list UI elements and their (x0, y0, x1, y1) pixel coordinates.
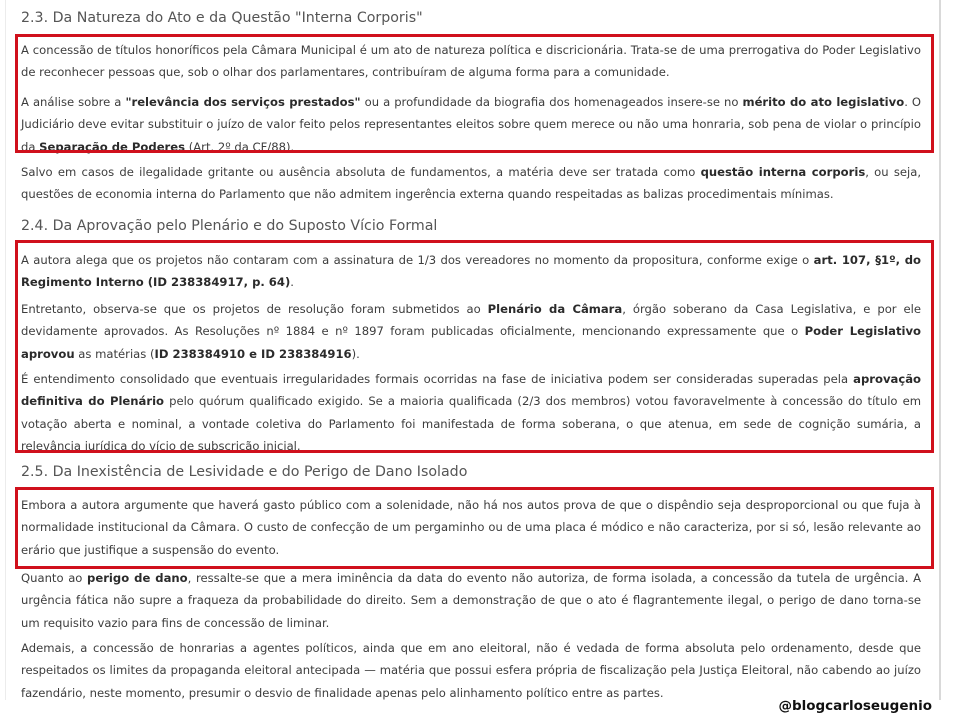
paragraph (21, 567, 921, 634)
text-run: , ou seja, questões de economia interna do Parlamento que não admitem ingerência externa quando respeitadas as balizas procedimentais mínimas. (21, 165, 922, 202)
section-heading-2-5: 2.5. Da Inexistência de Lesividade e do Perigo de Dano Isolado (21, 464, 468, 480)
text-run: as matérias ( (74, 346, 155, 361)
text-run: A análise sobre a (21, 95, 126, 109)
bold-text: art. 107, §1º, do Regimento Interno (ID 238384917, p. 64) (21, 253, 921, 290)
bold-text: aprovação definitiva do Plenário (21, 372, 921, 409)
bold-text: mérito do ato legislativo (742, 95, 905, 109)
watermark-handle: @blogcarloseugenio (772, 697, 938, 715)
text-run: Entretanto, observa-se que os projetos de resolução foram submetidos ao (21, 302, 488, 316)
section-heading-2-4: 2.4. Da Aprovação pelo Plenário e do Suposto Vício Formal (21, 218, 438, 234)
bold-text: Plenário da Câmara (487, 302, 623, 316)
highlight-box (15, 487, 934, 569)
bold-text: perigo de dano (87, 571, 188, 585)
text-run: . O Judiciário deve evitar substituir o juízo de valor feito pelos representantes eleitos sobre quem merece ou não uma honraria, sob pena de violar o princípio da (21, 95, 922, 154)
highlight-box (15, 34, 934, 153)
section-heading-2-3: 2.3. Da Natureza do Ato e da Questão "Interna Corporis" (21, 10, 423, 26)
text-run: Salvo em casos de ilegalidade gritante ou ausência absoluta de fundamentos, a matéria deve ser tratada como (21, 165, 701, 179)
text-run: Ademais, a concessão de honrarias a agentes políticos, ainda que em ano eleitoral, não é vedada de forma absoluta pelo ordenamento, desde que respeitados os limites da propaganda eleitoral antecipada — matéria que possui esfera própria de fiscalização pela Justiça Eleitoral, não cabendo ao juízo fazendário, neste momento, presumir o desvio de finalidade apenas pelo alinhamento político entre as partes. (21, 641, 921, 700)
bold-text: questão interna corporis (700, 165, 866, 179)
text-run: ou a profundidade da biografia dos homenageados insere-se no (360, 95, 743, 109)
text-run: , ressalte-se que a mera iminência da data do evento não autoriza, de forma isolada, a concessão da tutela de urgência. A urgência fática não supre a fraqueza da probabilidade do direito. Sem a demonstração de que o ato é flagrantemente ilegal, o perigo de dano torna-se um requisito vazio para fins de concessão de liminar. (21, 571, 922, 630)
text-run: , órgão soberano da Casa Legislativa, e por ele devidamente aprovados. As Resoluções nº 1884 e nº 1897 foram publicadas oficialmente, mencionando expressamente que o (21, 302, 921, 339)
paragraph (21, 637, 921, 704)
paragraph (21, 161, 921, 206)
bold-text: Poder Legislativo aprovou (21, 324, 921, 361)
page-right-edge (939, 0, 941, 700)
text-run: (Art. 2º da CF/88). (185, 139, 295, 154)
text-run: Embora a autora argumente que haverá gasto público com a solenidade, não há nos autos prova de que o dispêndio seja desproporcional ou que fuja à normalidade institucional da Câmara. O custo de confecção de um pergaminho ou de uma placa é módico e não caracteriza, por si só, lesão relevante ao erário que justifique a suspensão do evento. (21, 498, 921, 557)
text-run: A concessão de títulos honoríficos pela Câmara Municipal é um ato de natureza política e discricionária. Trata-se de uma prerrogativa do Poder Legislativo de reconhecer pessoas que, sob o olhar dos parlamentares, contribuíram de alguma forma para a comunidade. (21, 43, 921, 80)
text-run: É entendimento consolidado que eventuais irregularidades formais ocorridas na fase de iniciativa podem ser consideradas superadas pela (21, 372, 854, 386)
bold-text: "relevância dos serviços prestados" (125, 95, 361, 109)
text-run: A autora alega que os projetos não contaram com a assinatura de 1/3 dos vereadores no momento da propositura, conforme exige o (21, 253, 814, 267)
text-run: . (290, 275, 294, 290)
highlight-box (15, 240, 934, 453)
text-run: ). (351, 346, 360, 361)
bold-text: ID 238384910 e ID 238384916 (154, 346, 352, 361)
text-run: Quanto ao (21, 571, 88, 585)
text-run: pelo quórum qualificado exigido. Se a maioria qualificada (2/3 dos membros) votou favoravelmente à concessão do título em votação aberta e nominal, a vontade coletiva do Parlamento foi manifestada de forma soberana, o que atenua, em sede de cognição sumária, a relevância jurídica do vício de subscrição inicial. (21, 394, 921, 453)
bold-text: Separação de Poderes (39, 139, 186, 154)
